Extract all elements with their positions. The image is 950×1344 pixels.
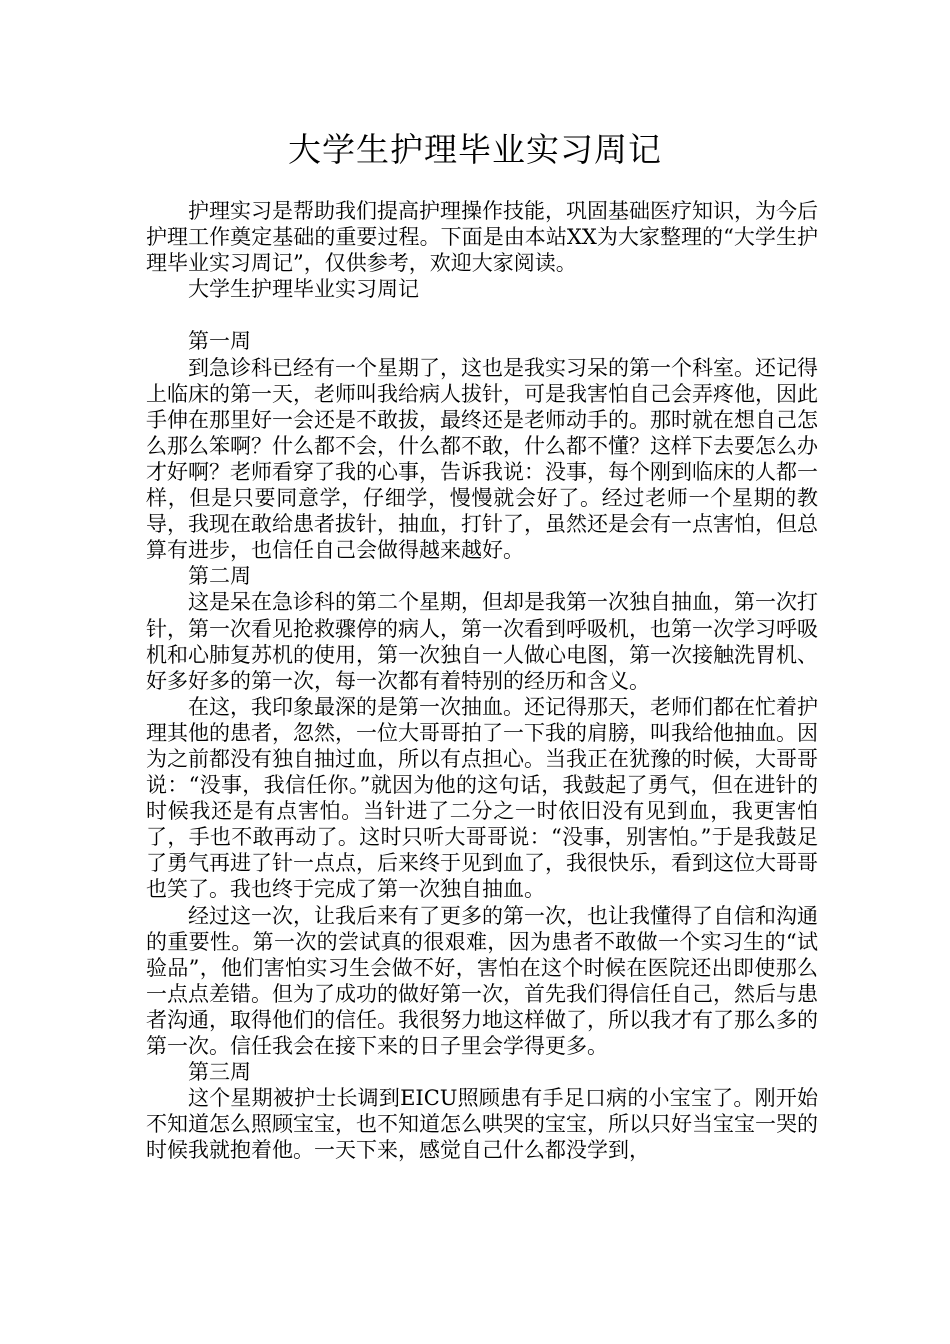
week2-paragraph-2: 在这，我印象最深的是第一次抽血。还记得那天，老师们都在忙着护理其他的患者，忽然，一位大哥哥拍了一下我的肩膀，叫我给他抽血。因为之前都没有独自抽过血，所以有点担心。当我正在犹豫的时候，大哥哥说：“没事，我信任你。”就因为他的这句话，我鼓起了勇气，但在进针的时候我还是有点害怕。当针进了二分之一时依旧没有见到血，我更害怕了，手也不敢再动了。这时只听大哥哥说：“没事，别害怕。”于是我鼓足了勇气再进了针一点点，后来终于见到血了，我很快乐，看到这位大哥哥也笑了。我也终于完成了第一次独自抽血。 — [146, 694, 818, 902]
week2-paragraph-1: 这是呆在急诊科的第二个星期，但却是我第一次独自抽血，第一次打针，第一次看见抢救骤停的病人，第一次看到呼吸机，也第一次学习呼吸机和心肺复苏机的使用，第一次独自一人做心电图，第一次接触洗胃机、好多好多的第一次，每一次都有着特别的经历和含义。 — [146, 590, 818, 693]
week2-paragraph-3: 经过这一次，让我后来有了更多的第一次，也让我懂得了自信和沟通的重要性。第一次的尝试真的很艰难，因为患者不敢做一个实习生的“试验品”，他们害怕实习生会做不好，害怕在这个时候在医院还出即使那么一点点差错。但为了成功的做好第一次，首先我们得信任自己，然后与患者沟通，取得他们的信任。我很努力地这样做了，所以我才有了那么多的第一次。信任我会在接下来的日子里会学得更多。 — [146, 903, 818, 1058]
blank-line — [146, 302, 818, 328]
intro-paragraph: 护理实习是帮助我们提高护理操作技能，巩固基础医疗知识，为今后护理工作奠定基础的重要过程。下面是由本站XX为大家整理的“大学生护理毕业实习周记”，仅供参考，欢迎大家阅读。 — [146, 199, 818, 276]
week3-paragraph: 这个星期被护士长调到EICU照顾患有手足口病的小宝宝了。刚开始不知道怎么照顾宝宝，也不知道怎么哄哭的宝宝，所以只好当宝宝一哭的时候我就抱着他。一天下来，感觉自己什么都没学到， — [146, 1086, 818, 1163]
subtitle-line: 大学生护理毕业实习周记 — [188, 277, 419, 302]
document-body — [146, 198, 818, 1163]
week-heading-1: 第一周 — [188, 329, 251, 354]
week-heading-3: 第三周 — [188, 1060, 251, 1085]
document-title: 大学生护理毕业实习周记 — [288, 130, 662, 169]
week-heading-2: 第二周 — [188, 564, 251, 589]
week1-paragraph: 到急诊科已经有一个星期了，这也是我实习呆的第一个科室。还记得上临床的第一天，老师叫我给病人拔针，可是我害怕自己会弄疼他，因此手伸在那里好一会还是不敢拔，最终还是老师动手的。那时就在想自己怎么那么笨啊？什么都不会，什么都不敢，什么都不懂？这样下去要怎么办才好啊？老师看穿了我的心事，告诉我说：没事，每个刚到临床的人都一样，但是只要同意学，仔细学，慢慢就会好了。经过老师一个星期的教导，我现在敢给患者拔针，抽血，打针了，虽然还是会有一点害怕，但总算有进步，也信任自己会做得越来越好。 — [146, 355, 818, 563]
